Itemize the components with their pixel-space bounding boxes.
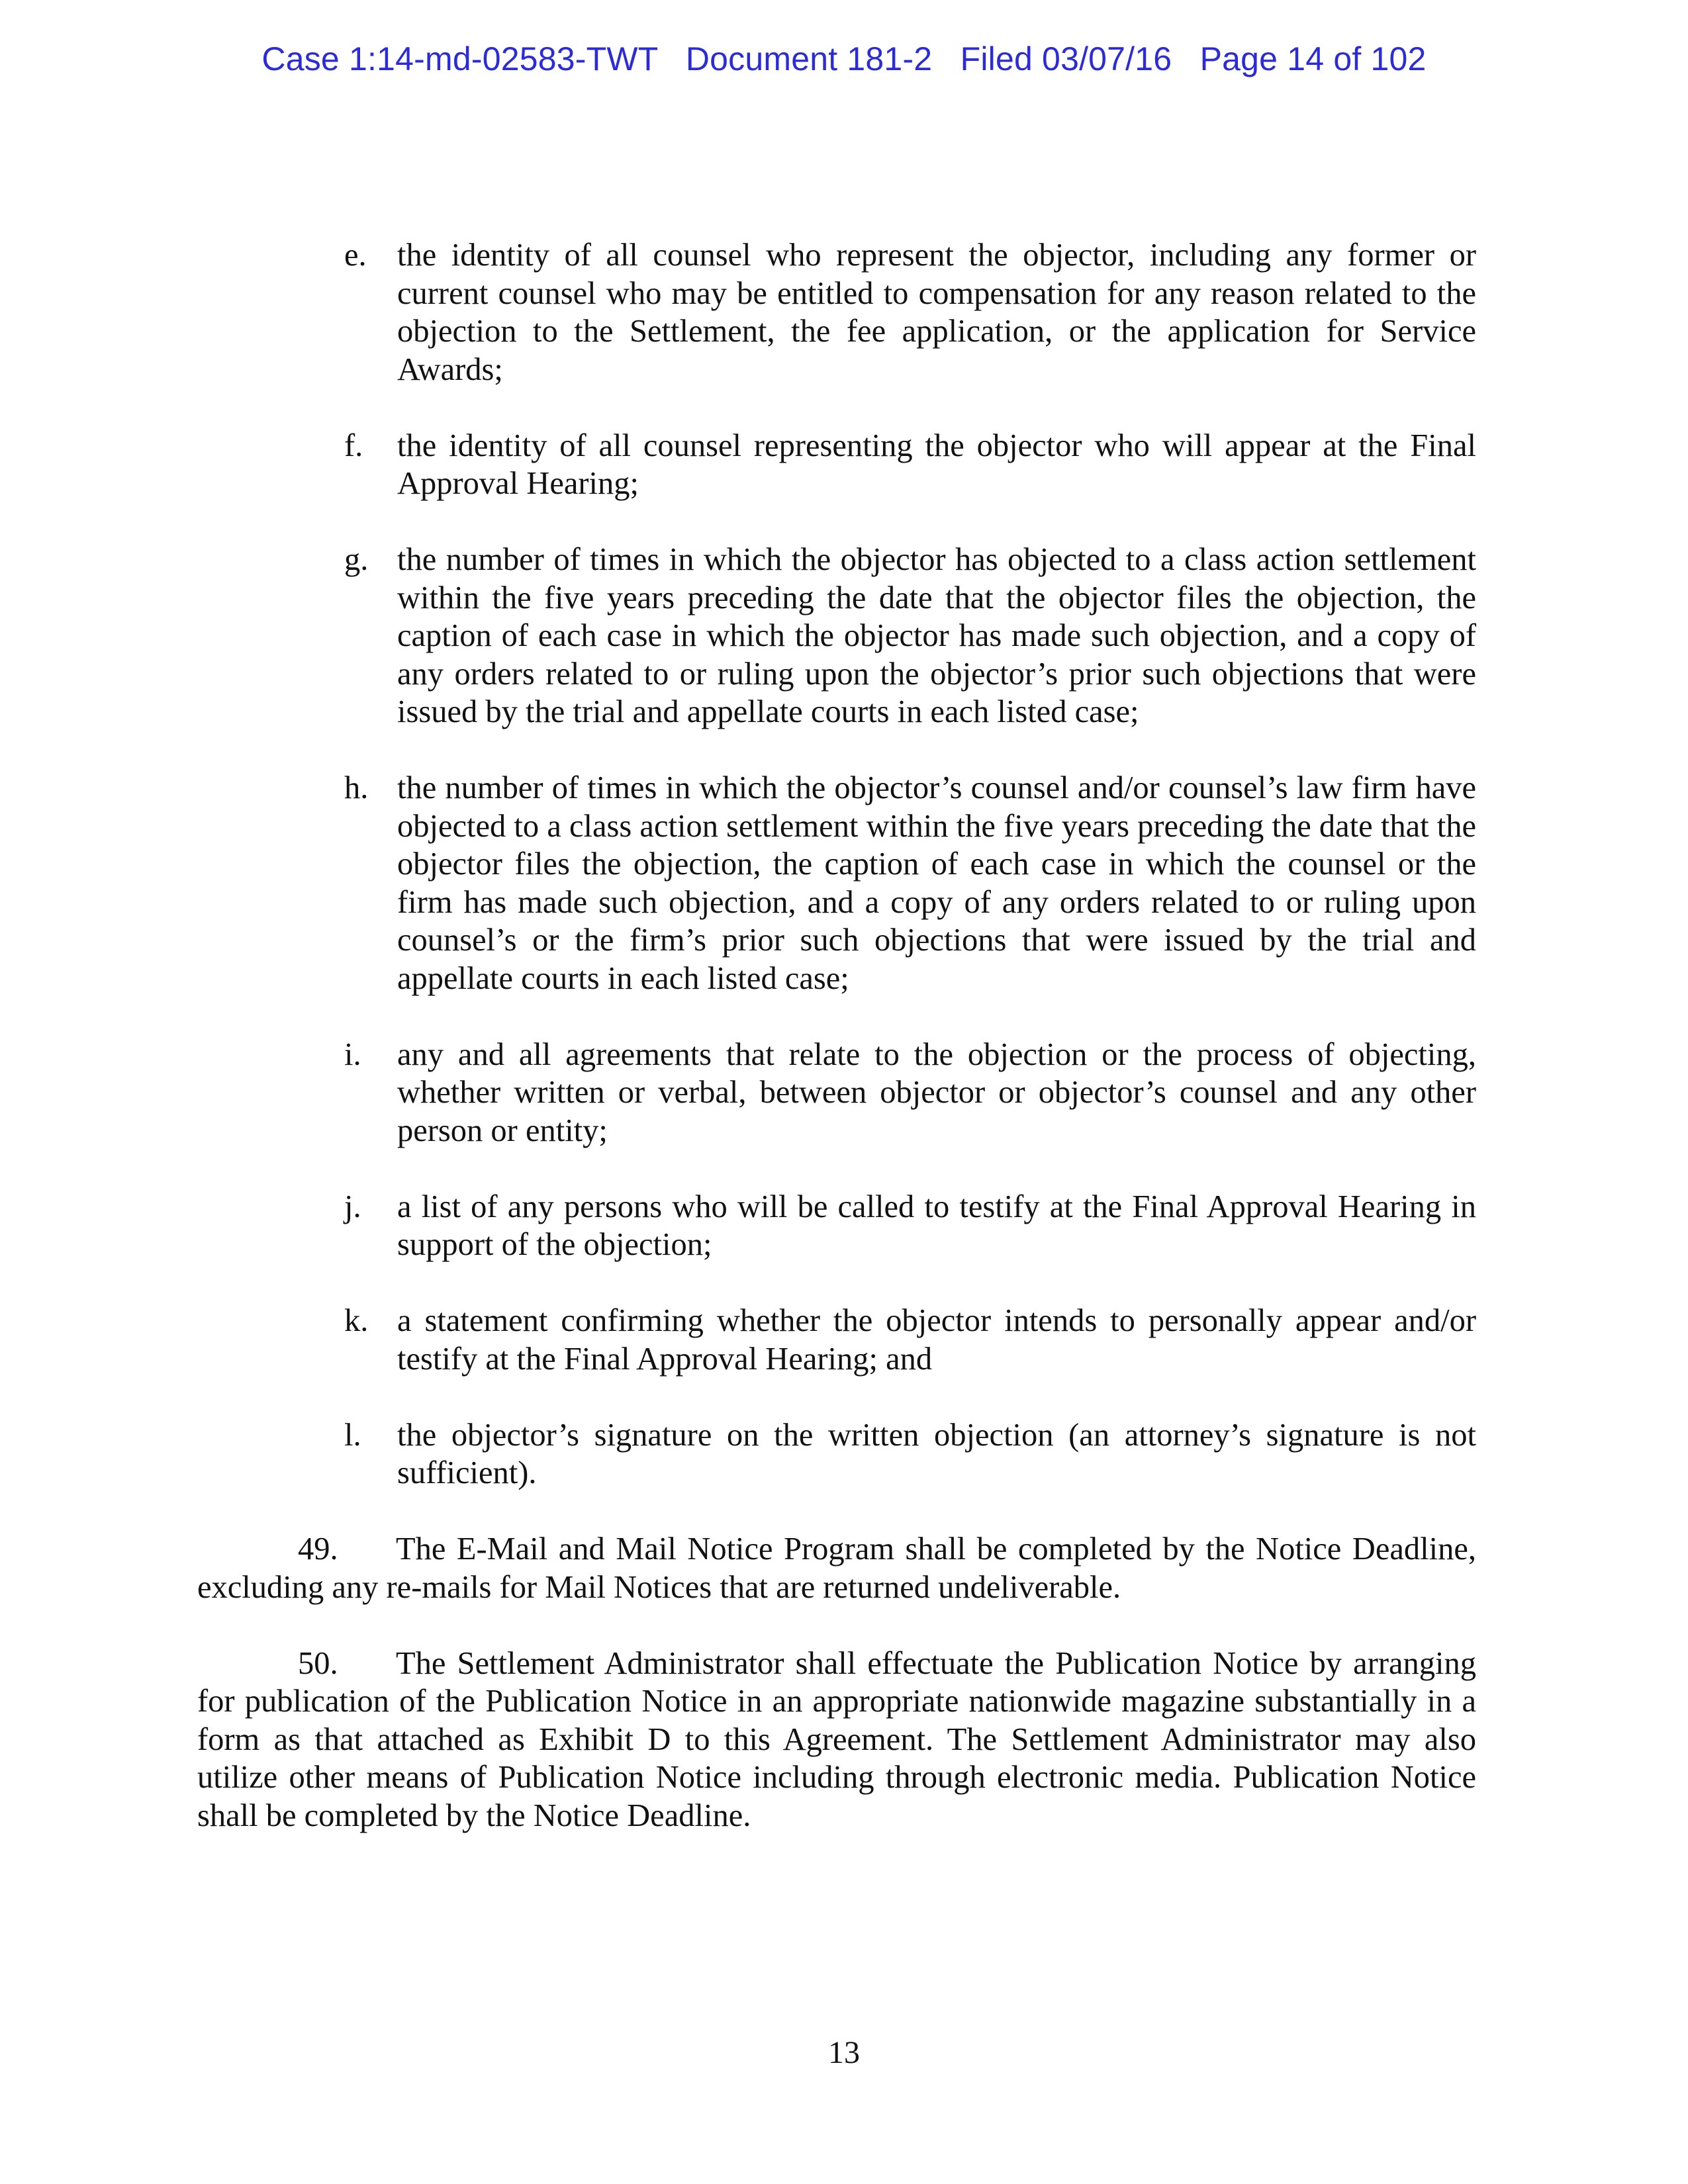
list-marker: i. [344, 1036, 361, 1072]
case-header [0, 40, 1688, 78]
list-item-f [197, 427, 1476, 503]
list-item-j [197, 1188, 1476, 1264]
list-item-text: the number of times in which the objector’s counsel and/or counsel’s law firm have objected to a class action settlement within the five years preceding the date that the objector files the objection, the caption of each case in which the counsel or the firm has made such objection, and a copy of any orders related to or ruling upon counsel’s or the firm’s prior such objections that were issued by the trial and appellate courts in each listed case; [397, 770, 1476, 996]
list-item-k [197, 1302, 1476, 1378]
paragraph-number: 49. [298, 1531, 338, 1567]
list-item-l [197, 1416, 1476, 1492]
list-marker: h. [344, 770, 369, 805]
case-number: Case 1:14-md-02583-TWT [261, 40, 658, 77]
list-marker: f. [344, 428, 363, 463]
list-item-e [197, 236, 1476, 388]
list-marker: k. [344, 1303, 369, 1338]
list-marker: g. [344, 542, 369, 577]
list-item-g [197, 541, 1476, 731]
list-item-text: a list of any persons who will be called to testify at the Final Approval Hearing in support of the objection; [397, 1189, 1476, 1262]
paragraph-50 [197, 1645, 1476, 1835]
list-item-h [197, 769, 1476, 997]
list-marker: l. [344, 1417, 361, 1453]
filed-date: Filed 03/07/16 [960, 40, 1172, 77]
list-item-text: the identity of all counsel representing the objector who will appear at the Final Approval Hearing; [397, 428, 1476, 501]
document-body [197, 236, 1476, 1873]
list-item-text: the number of times in which the objector has objected to a class action settlement within the five years preceding the date that the objector files the objection, the caption of each case in which the objector has made such objection, and a copy of any orders related to or ruling upon the objector’s prior such objections that were issued by the trial and appellate courts in each listed case; [397, 542, 1476, 729]
list-marker: j. [344, 1189, 361, 1224]
paragraph-text: The E-Mail and Mail Notice Program shall be completed by the Notice Deadline, excluding any re-mails for Mail Notices that are returned undeliverable. [197, 1531, 1476, 1605]
page-number: 13 [828, 2035, 860, 2070]
list-item-i [197, 1036, 1476, 1150]
list-item-text: the objector’s signature on the written objection (an attorney’s signature is not sufficient). [397, 1417, 1476, 1490]
paragraph-text: The Settlement Administrator shall effectuate the Publication Notice by arranging for publication of the Publication Notice in an appropriate nationwide magazine substantially in a form as that attached as Exhibit D to this Agreement. The Settlement Administrator may also utilize other means of Publication Notice including through electronic media. Publication Notice shall be completed by the Notice Deadline. [197, 1645, 1476, 1833]
page-indicator: Page 14 of 102 [1199, 40, 1427, 77]
list-marker: e. [344, 238, 367, 273]
list-item-text: any and all agreements that relate to the objection or the process of objecting, whether written or verbal, between objector or objector’s counsel and any other person or entity; [397, 1036, 1476, 1148]
document-number: Document 181-2 [685, 40, 933, 77]
paragraph-number: 50. [298, 1645, 338, 1681]
list-item-text: a statement confirming whether the objector intends to personally appear and/or testify at the Final Approval Hearing; and [397, 1303, 1476, 1377]
list-item-text: the identity of all counsel who represent the objector, including any former or current counsel who may be entitled to compensation for any reason related to the objection to the Settlement, the fee application, or the application for Service Awards; [397, 238, 1476, 387]
paragraph-49 [197, 1530, 1476, 1606]
